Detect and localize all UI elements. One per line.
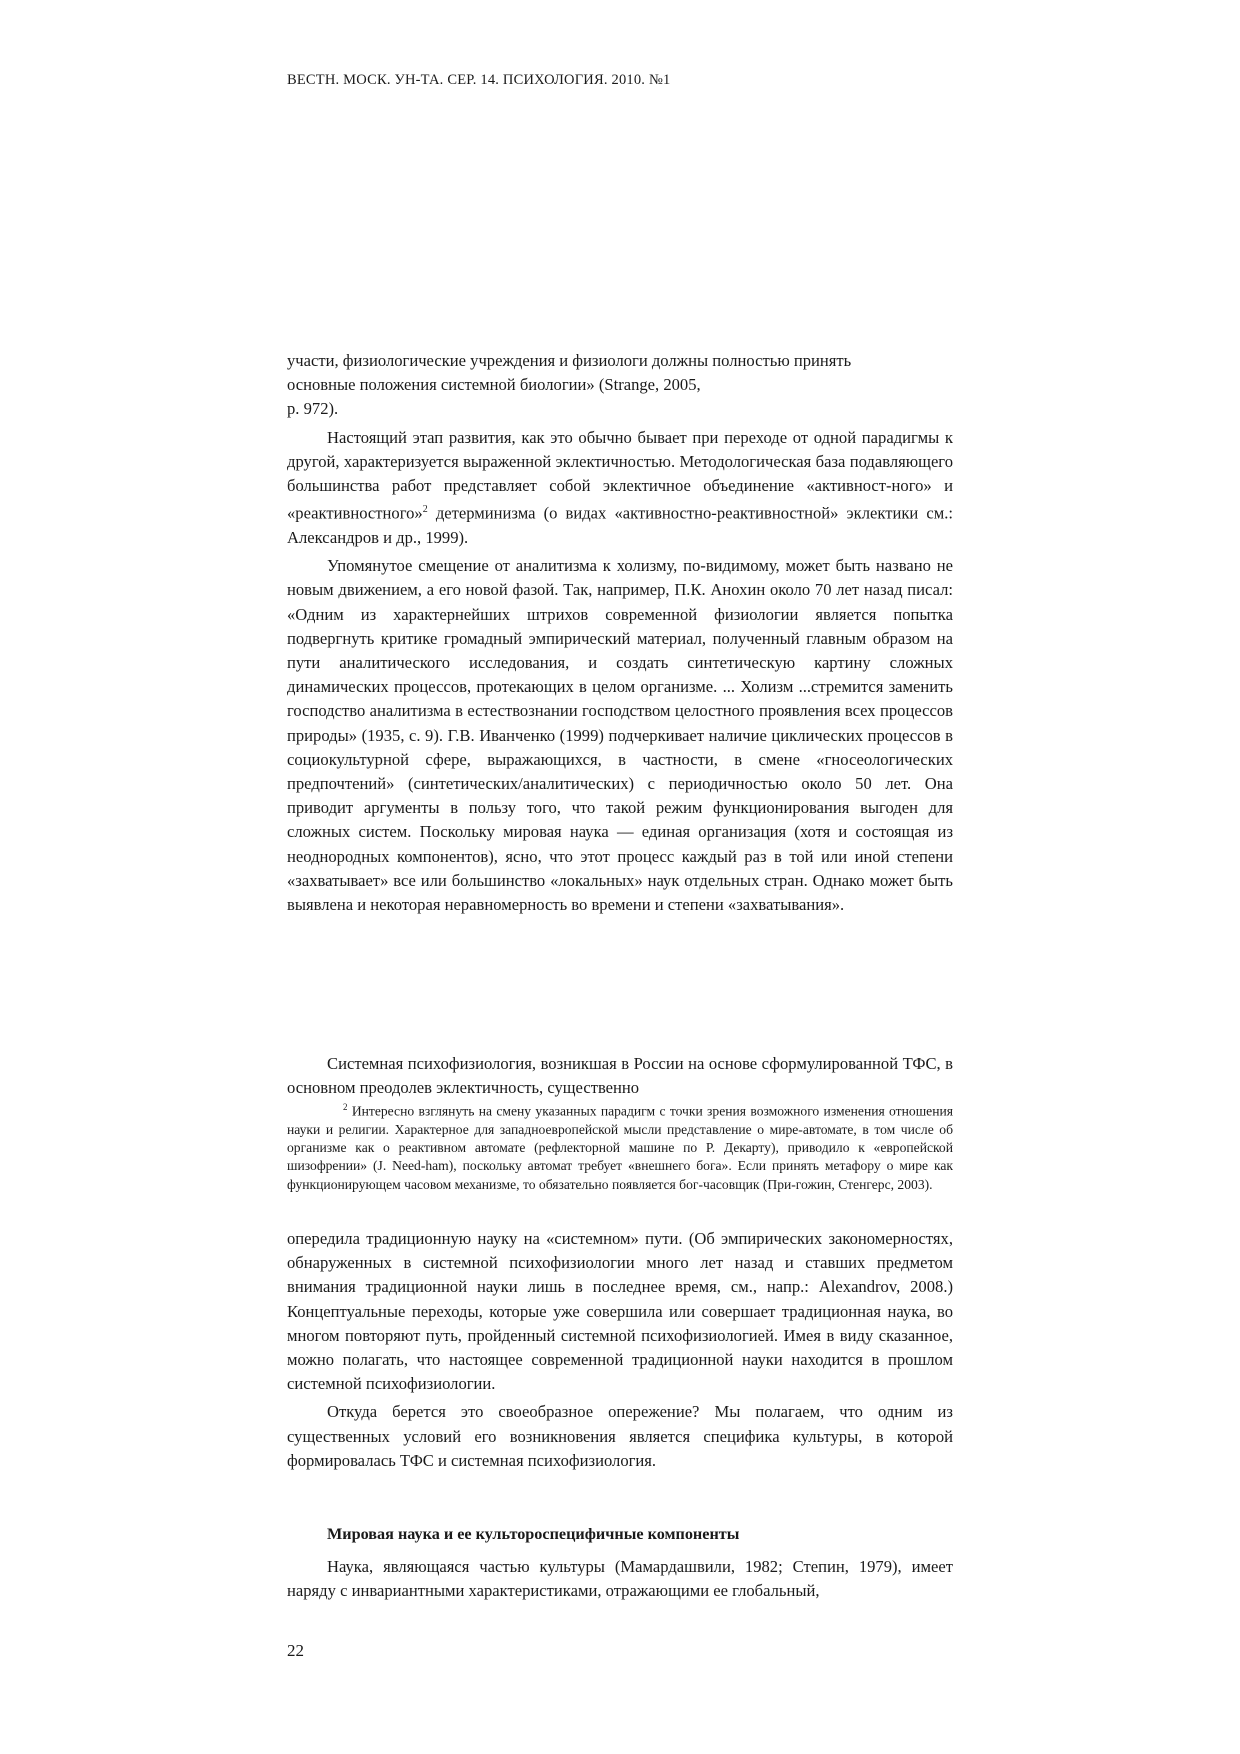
text-block-2 <box>287 1052 953 1100</box>
quote-line-3: p. 972). <box>287 399 339 419</box>
footnote-ref-2: 2 <box>422 504 428 516</box>
quote-line-2: основные положения системной биологии» (Strange, 2005, <box>287 375 701 395</box>
text-block-3 <box>287 1227 953 1473</box>
paragraph-5: Откуда берется это своеобразное опережение? Мы полагаем, что одним из существенных условий его возникновения является специфика культуры, в которой формировалась ТФС и системная психофизиология. <box>287 1402 953 1470</box>
text-block-4 <box>287 1555 953 1603</box>
paragraph-2-text-a: Настоящий этап развития, как это обычно бывает при переходе от одной парадигмы к другой, характеризуется выраженной эклектичностью. Методологическая база подавляющего большинства работ представляет собой эклектичное объединение «активност-ного» и «реактивностного» <box>287 427 953 523</box>
paragraph-4-start: Системная психофизиология, возникшая в России на основе сформулированной ТФС, в основном преодолев эклектичность, существенно <box>287 1054 953 1098</box>
footnote-marker: 2 <box>343 1102 348 1112</box>
paragraph-2-text-b: детерминизма (о видах «активностно-реактивностной» эклектики см.: Александров и др., 1999). <box>287 503 953 547</box>
paragraph-4-continued: опередила традиционную науку на «системном» пути. (Об эмпирических закономерностях, обнаруженных в системной психофизиологии много лет назад и ставших предметом внимания традиционной науки лишь в последнее время, см., напр.: Alexandrov, 2008.) Концептуальные переходы, которые уже совершила или совершает традиционная наука, во многом повторяют путь, пройденный системной психофизиологией. Имея в виду сказанное, можно полагать, что настоящее современной традиционной науки находится в прошлом системной психофизиологии. <box>287 1229 953 1394</box>
footnote-text: Интересно взглянуть на смену указанных парадигм с точки зрения возможного изменения отношения науки и религии. Характерное для западноевропейской мысли представление о мире-автомате, в том числе об организме как о реактивном автомате (рефлекторной машине по Р. Декарту), приводило к «европейской шизофрении» (J. Need-ham), поскольку автомат требует «внешнего бога». Если принять метафору о мире как функционирующем часовом механизме, то обязательно появляется бог-часовщик (При-гожин, Стенгерс, 2003). <box>287 1103 953 1192</box>
section-heading: Мировая наука и ее культороспецифичные компоненты <box>327 1525 740 1543</box>
text-block-1 <box>287 349 953 917</box>
running-header: ВЕСТН. МОСК. УН-ТА. СЕР. 14. ПСИХОЛОГИЯ. 2010. №1 <box>287 72 671 88</box>
footnote <box>287 1098 953 1194</box>
page-number: 22 <box>287 1641 304 1660</box>
quote-line-1: участи, физиологические учреждения и физиологи должны полностью принять <box>287 351 852 370</box>
paragraph-2 <box>287 426 953 551</box>
paragraph-6: Наука, являющаяся частью культуры (Мамардашвили, 1982; Степин, 1979), имеет наряду с инвариантными характеристиками, отражающими ее глобальный, <box>287 1557 953 1601</box>
paragraph-3: Упомянутое смещение от аналитизма к холизму, по-видимому, может быть названо не новым движением, а его новой фазой. Так, например, П.К. Анохин около 70 лет назад писал: «Одним из характернейших штрихов современной физиологии является попытка подвергнуть критике громадный эмпирический материал, полученный главным образом на пути аналитического исследования, и создать синтетическую картину сложных динамических процессов, протекающих в целом организме. ... Холизм ...стремится заменить господство аналитизма в естествознании господством целостного проявления всех процессов природы» (1935, с. 9). Г.В. Иванченко (1999) подчеркивает наличие циклических процессов в социокультурной сфере, выражающихся, в частности, в смене «гносеологических предпочтений» (синтетических/аналитических) с периодичностью около 50 лет. Она приводит аргументы в пользу того, что такой режим функционирования выгоден для сложных систем. Поскольку мировая наука — единая организация (хотя и состоящая из неоднородных компонентов), ясно, что этот процесс каждый раз в той или иной степени «захватывает» все или большинство «локальных» наук отдельных стран. Однако может быть выявлена и некоторая неравномерность во времени и степени «захватывания». <box>287 556 953 914</box>
